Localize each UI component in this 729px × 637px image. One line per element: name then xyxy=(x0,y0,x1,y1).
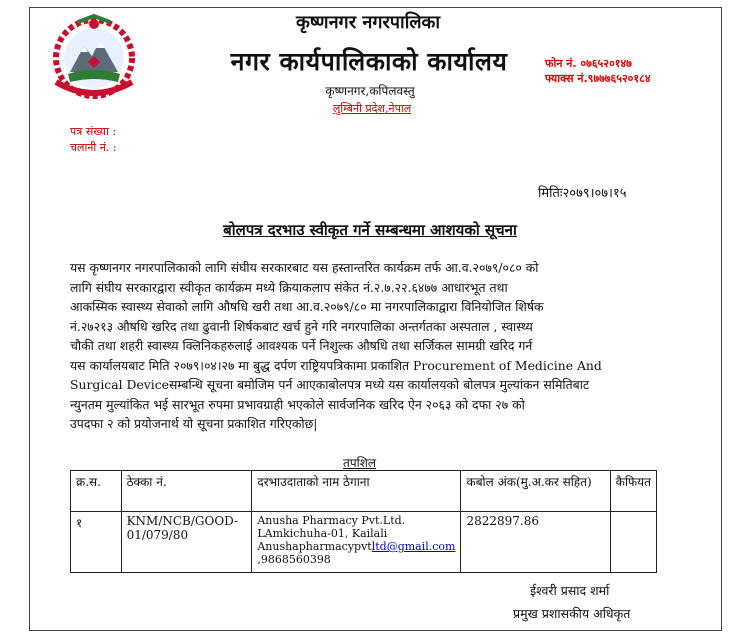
body-line: चौकी तथा शहरी स्वास्थ्य क्लिनिकहरुलाई आवश्यक पर्ने निशुल्क औषधि तथा सर्जिकल सामग्री खरिद गर्न xyxy=(70,338,533,353)
municipality-name: कृष्णनगर नगरपालिका xyxy=(295,12,441,33)
notice-date: मितिः२०७९।०७।१५ xyxy=(538,186,627,201)
bidder-email xyxy=(257,540,455,553)
phone-number: फोन नं. ०७६५२०१४७ xyxy=(545,57,632,70)
cell-remarks xyxy=(610,512,656,573)
fax-number: फ्याक्स नं.९७७७६५२०१८४ xyxy=(545,72,651,85)
contact-block xyxy=(545,56,651,86)
bidder-phone: ,9868560398 xyxy=(257,553,331,566)
dispatch-number-label: चलानी नं. : xyxy=(70,141,117,154)
notice-subject: बोलपत्र दरभाउ स्वीकृत गर्ने सम्बन्धमा आशयको सूचना xyxy=(223,221,517,239)
table-header-row xyxy=(71,471,657,512)
bidder-email-prefix: Anushapharmacypvt xyxy=(257,540,372,553)
bidder-address: LAmkichuha-01, Kailali xyxy=(257,527,388,540)
nepal-emblem-logo xyxy=(48,12,140,100)
office-address: कृष्णनगर,कपिलवस्तु xyxy=(325,84,415,98)
bid-details-table xyxy=(70,470,657,573)
body-line: न्युनतम मुल्यांकित भई सारभूत रुपमा प्रभावग्राही भएकोले सार्वजनिक खरिद ऐन २०६३ को दफा २७ को xyxy=(70,396,525,412)
cell-contract-no: KNM/NCB/GOOD-01/079/80 xyxy=(121,512,252,573)
body-line: यस कृष्णनगर नगरपालिकाको लागि संघीय सरकारबाट यस हस्तान्तरित कार्यक्रम तर्फ आ.व.२०७९/०८० को xyxy=(70,260,539,275)
body-line: नं.२७२१३ औषधि खरिद तथा ढुवानी शिर्षकबाट खर्च हुने गरि नगरपालिका अन्तर्गतका अस्पताल , स्वास्थ्य xyxy=(70,318,533,334)
province-name: लुम्बिनी प्रदेश,नेपाल xyxy=(332,102,412,115)
body-line: उपदफा २ को प्रयोजनार्थ यो सूचना प्रकाशित गरिएकोछ| xyxy=(70,416,318,431)
bidder-name: Anusha Pharmacy Pvt.Ltd. xyxy=(257,514,406,527)
cell-amount: 2822897.86 xyxy=(461,512,610,573)
header-bidder: दरभाउदाताको नाम ठेगाना xyxy=(252,471,461,512)
reference-block xyxy=(70,124,117,156)
header-amount: कबोल अंक(मु.अ.कर सहित) xyxy=(461,471,610,512)
header-serial: क्र.स. xyxy=(71,471,122,512)
body-line: Surgical Deviceसम्बन्धि सूचना बमोजिम पर्न आएकाबोलपत्र मध्ये यस कार्यालयको बोलपत्र मुल्यांकन समितिबाट xyxy=(70,377,590,392)
body-line: यस कार्यालयबाट मिति २०७९।०४।२७ मा बुद्ध दर्पण राष्ट्रियपत्रिकामा प्रकाशित Procurement of Medicine And xyxy=(70,357,602,373)
header-remarks: कैफियत xyxy=(610,471,656,512)
notice-body xyxy=(70,258,655,434)
bidder-email-link[interactable]: ltd@gmail.com xyxy=(371,540,456,553)
cell-serial: १ xyxy=(71,512,122,573)
letter-number-label: पत्र संख्या : xyxy=(70,125,117,138)
table-caption: तपशिल xyxy=(343,456,377,470)
signatory-title: प्रमुख प्रशासकीय अधिकृत xyxy=(513,606,631,621)
office-name: नगर कार्यपालिकाको कार्यालय xyxy=(230,47,508,76)
table-row xyxy=(71,512,657,573)
cell-bidder xyxy=(252,512,461,573)
header-contract-no: ठेक्का नं. xyxy=(121,471,252,512)
body-line: लागि संघीय सरकारद्वारा स्वीकृत कार्यक्रम मध्ये क्रियाकलाप संकेत नं.२.७.२२.६४७७ आधारभूत तथा xyxy=(70,279,508,295)
body-line: आकस्मिक स्वास्थ्य सेवाको लागि औषधि खरी तथा आ.व.२०७९/८० मा नगरपालिकाद्वारा विनियोजित शिर्षक xyxy=(70,299,544,314)
signatory-name: ईश्वरी प्रसाद शर्मा xyxy=(530,583,610,598)
